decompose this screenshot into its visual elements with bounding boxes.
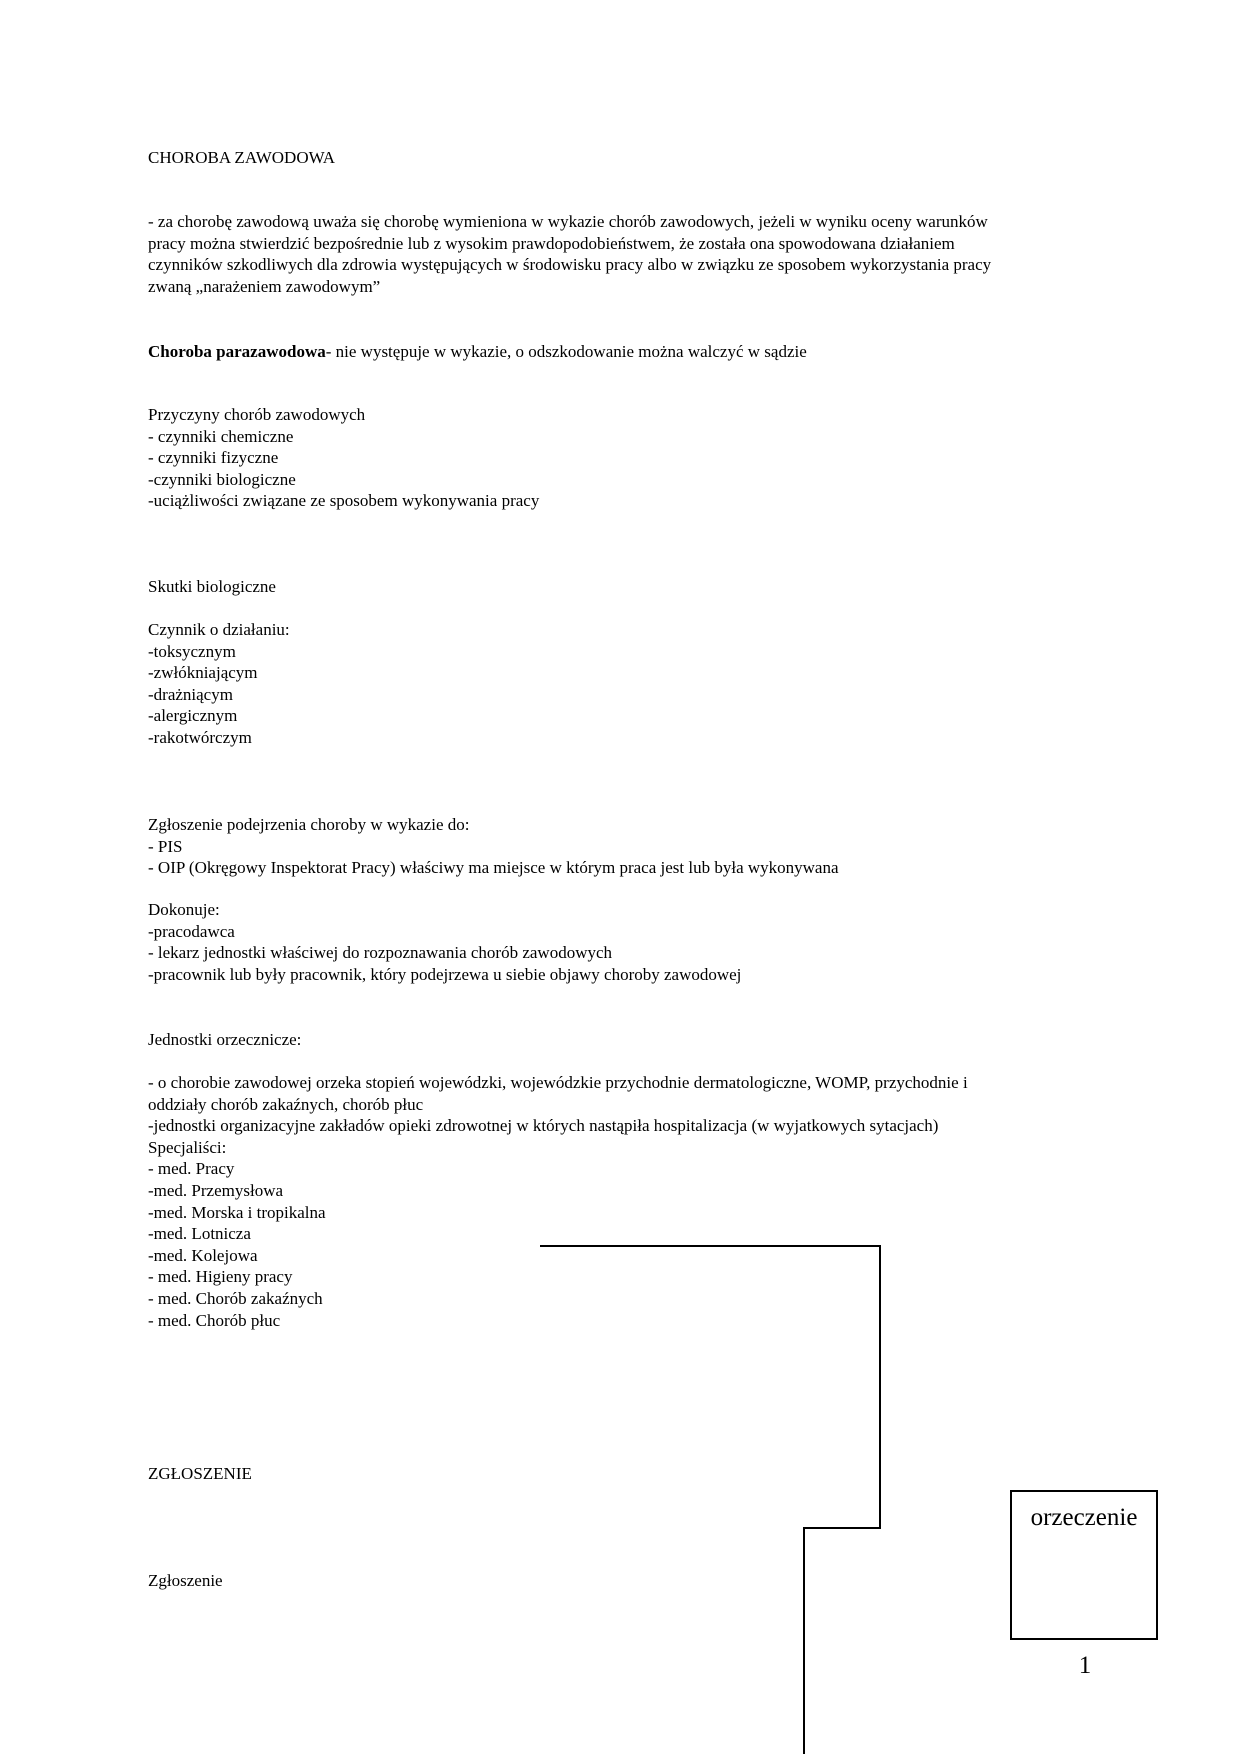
report-heading: Zgłoszenie podejrzenia choroby w wykazie do: (148, 815, 470, 834)
specialist-item: -med. Morska i tropikalna (148, 1202, 326, 1222)
effects-item: -drażniącym (148, 684, 233, 704)
definition-line: zwaną „narażeniem zawodowym” (148, 276, 381, 296)
definition-line: - za chorobę zawodową uważa się chorobę wymieniona w wykazie chorób zawodowych, jeżeli w wyniku oceny warunków (148, 212, 988, 231)
effects-subheading: Czynnik o działaniu: (148, 620, 290, 639)
causes-item: -uciążliwości związane ze sposobem wykonywania pracy (148, 491, 540, 511)
orzeczenie-box (1010, 1490, 1158, 1640)
orzeczenie-label: orzeczenie (1030, 1504, 1138, 1531)
definition-line: czynników szkodliwych dla zdrowia występujących w środowisku pracy albo w związku ze sposobem wykorzystania pracy (148, 255, 992, 275)
flow-label-zgloszenie: Zgłoszenie (148, 1571, 223, 1590)
flow-line-top (540, 1245, 881, 1247)
document-title: CHOROBA ZAWODOWA (148, 148, 336, 167)
definition-line: pracy można stwierdzić bezpośrednie lub z wysokim prawdopodobieństwem, że została ona spowodowana działaniem (148, 233, 955, 253)
effects-item: -rakotwórczym (148, 727, 252, 747)
effects-item: -zwłókniającym (148, 663, 258, 683)
effects-section (148, 619, 290, 749)
causes-item: - czynniki fizyczne (148, 448, 279, 468)
units-line: - o chorobie zawodowej orzeka stopień wojewódzki, wojewódzkie przychodnie dermatologiczne, WOMP, przychodnie i (148, 1073, 968, 1092)
units-line: oddziały chorób zakaźnych, chorób płuc (148, 1094, 424, 1114)
flow-line-right (879, 1245, 881, 1529)
flow-line-down (803, 1527, 805, 1754)
effects-heading: Skutki biologiczne (148, 577, 276, 596)
causes-item: -czynniki biologiczne (148, 469, 296, 489)
units-section (148, 1072, 968, 1331)
effects-item: -alergicznym (148, 706, 238, 726)
flow-label-zgloszenie-upper: ZGŁOSZENIE (148, 1464, 252, 1483)
causes-section (148, 404, 539, 512)
specialist-item: -med. Kolejowa (148, 1245, 258, 1265)
report-item: - OIP (Okręgowy Inspektorat Pracy) właściwy ma miejsce w którym praca jest lub była wykonywana (148, 858, 839, 878)
flow-line-step (803, 1527, 881, 1529)
parazawodowa-description: - nie występuje w wykazie, o odszkodowanie można walczyć w sądzie (325, 342, 807, 361)
parazawodowa-term: Choroba parazawodowa (148, 342, 326, 361)
specialists-heading: Specjaliści: (148, 1137, 227, 1157)
specialist-item: -med. Przemysłowa (148, 1180, 284, 1200)
performs-item: - lekarz jednostki właściwej do rozpoznawania chorób zawodowych (148, 943, 613, 963)
performs-section (148, 899, 741, 985)
parazawodowa-paragraph (148, 341, 807, 363)
specialist-item: -med. Lotnicza (148, 1224, 251, 1244)
performs-heading: Dokonuje: (148, 900, 220, 919)
causes-heading: Przyczyny chorób zawodowych (148, 405, 366, 424)
effects-item: -toksycznym (148, 641, 236, 661)
causes-item: - czynniki chemiczne (148, 426, 294, 446)
specialist-item: - med. Higieny pracy (148, 1267, 293, 1287)
page-number: 1 (1078, 1652, 1092, 1679)
definition-paragraph (148, 211, 991, 297)
units-line: -jednostki organizacyjne zakładów opieki zdrowotnej w których nastąpiła hospitalizacja (w wyjatkowych sytacjach) (148, 1116, 939, 1136)
specialist-item: - med. Pracy (148, 1159, 235, 1179)
specialist-item: - med. Chorób zakaźnych (148, 1288, 323, 1308)
report-item: - PIS (148, 836, 183, 856)
specialist-item: - med. Chorób płuc (148, 1310, 281, 1330)
performs-item: -pracownik lub były pracownik, który podejrzewa u siebie objawy choroby zawodowej (148, 964, 742, 984)
report-section (148, 814, 839, 879)
units-heading: Jednostki orzecznicze: (148, 1030, 302, 1049)
performs-item: -pracodawca (148, 921, 235, 941)
